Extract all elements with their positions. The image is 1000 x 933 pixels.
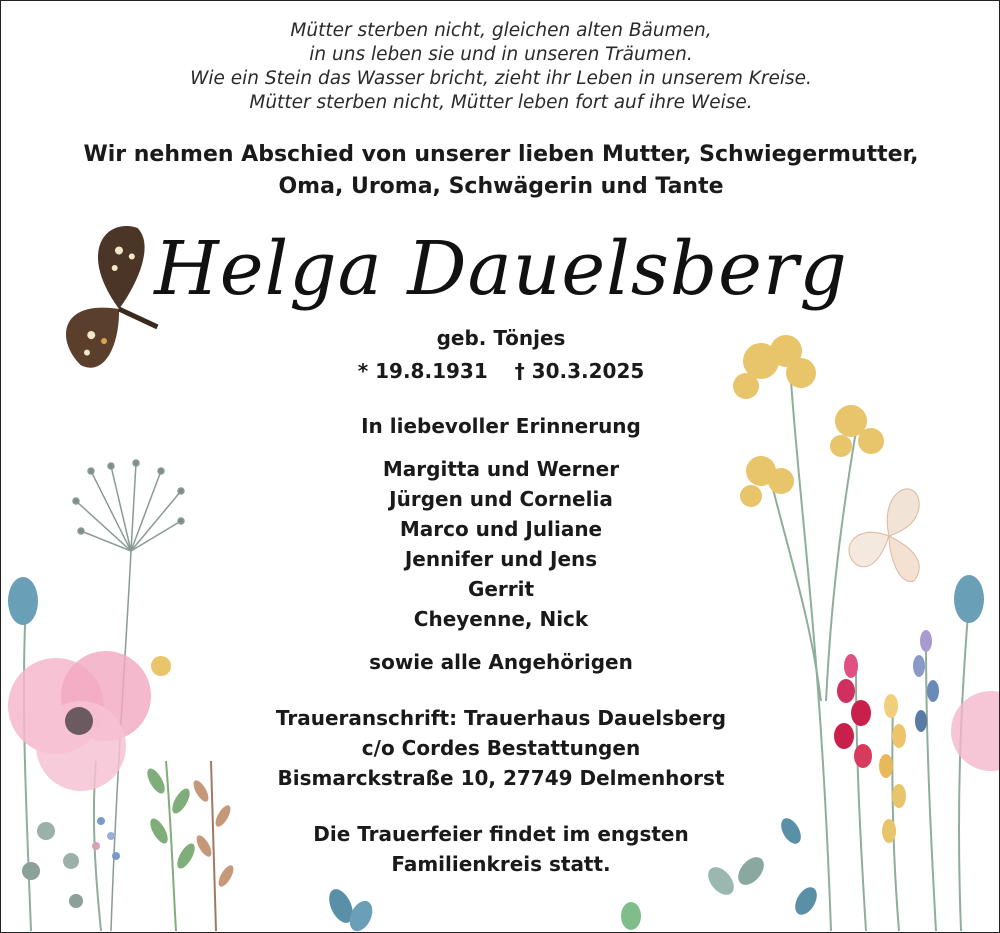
ceremony-line: Die Trauerfeier findet im engsten (313, 822, 689, 846)
relatives-line: sowie alle Angehörigen (369, 650, 633, 674)
farewell-intro (1, 139, 1000, 203)
deceased-name: Helga Dauelsberg (154, 226, 848, 312)
mourner-name: Jürgen und Cornelia (389, 487, 613, 511)
memory-line: In liebevoller Erinnerung (361, 414, 641, 438)
mourner-name: Marco und Juliane (399, 517, 603, 541)
poem-line: Wie ein Stein das Wasser bricht, zieht ihr Leben in unserem Kreise. (190, 68, 812, 89)
life-dates (1, 356, 1000, 386)
maiden-name: geb. Tönjes (436, 326, 566, 350)
ceremony-line: Familienkreis statt. (391, 852, 611, 876)
ceremony-note (1, 819, 1000, 879)
mourners-list (1, 454, 1000, 634)
mourner-name: Jennifer und Jens (404, 547, 598, 571)
mourner-name: Gerrit (467, 577, 535, 601)
birth-date: * 19.8.1931 (357, 359, 488, 383)
intro-line: Wir nehmen Abschied von unserer lieben Mutter, Schwiegermutter, (83, 142, 919, 167)
intro-line: Oma, Uroma, Schwägerin und Tante (278, 174, 724, 199)
poem-line: Mütter sterben nicht, gleichen alten Bäumen, (290, 20, 712, 41)
address-line: Bismarckstraße 10, 27749 Delmenhorst (277, 766, 725, 790)
poem-line: in uns leben sie und in unseren Träumen. (309, 44, 693, 65)
poem (1, 19, 1000, 115)
address-line: c/o Cordes Bestattungen (361, 736, 641, 760)
mourner-name: Cheyenne, Nick (413, 607, 589, 631)
death-date: † 30.3.2025 (514, 359, 645, 383)
address-line: Traueranschrift: Trauerhaus Dauelsberg (275, 706, 727, 730)
poem-line: Mütter sterben nicht, Mütter leben fort auf ihre Weise. (249, 92, 753, 113)
mourning-address (1, 703, 1000, 793)
mourner-name: Margitta und Werner (382, 457, 620, 481)
